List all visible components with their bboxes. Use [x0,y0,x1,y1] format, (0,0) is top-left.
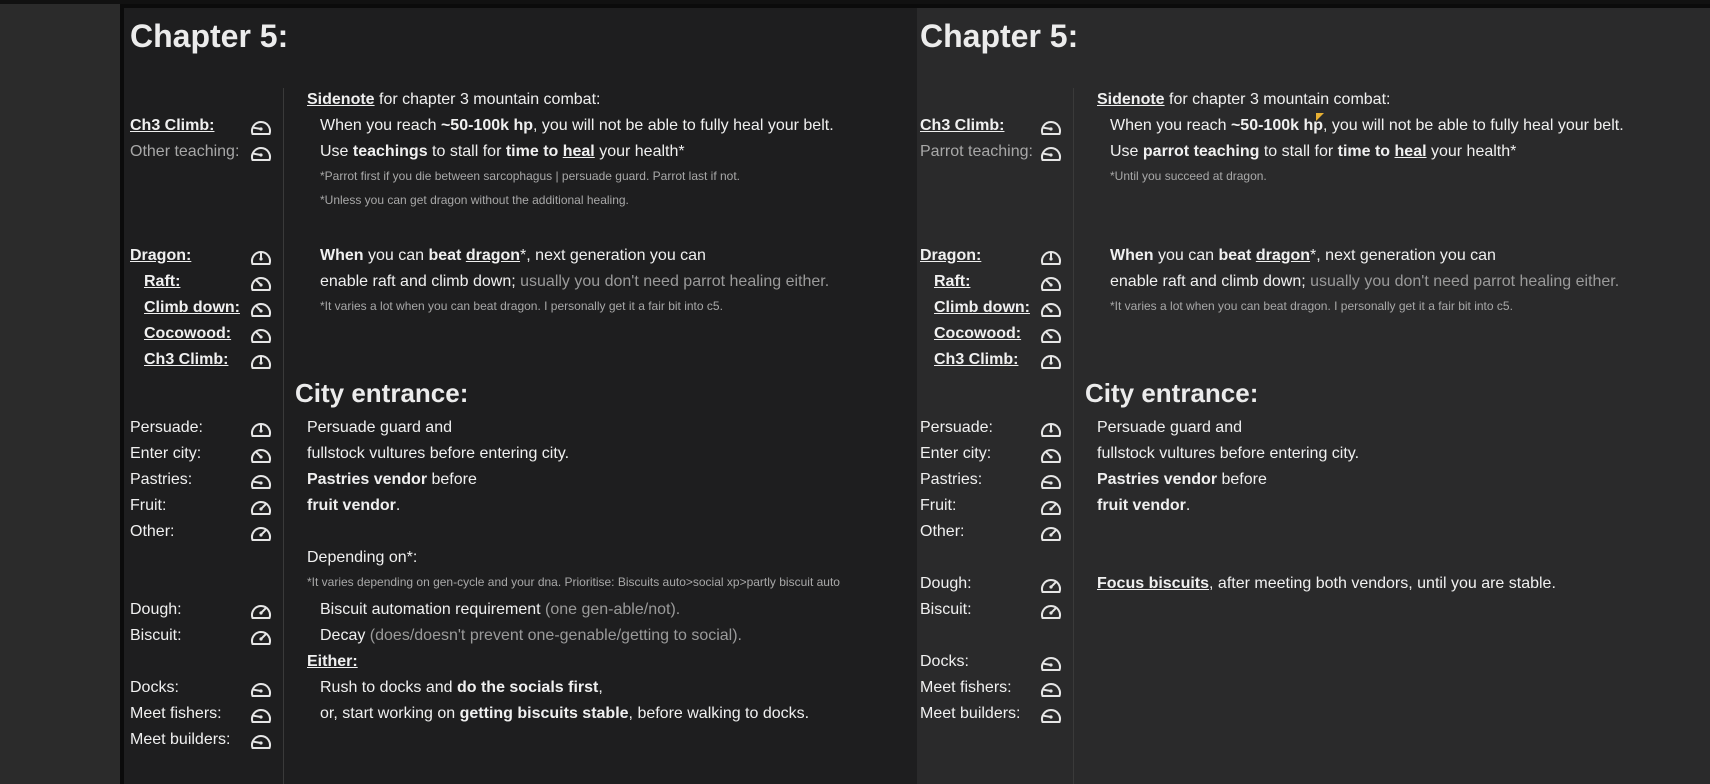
note-unless: *Unless you can get dragon without the additional healing. [320,193,629,207]
dragon-line: When you can beat dragon*, next generation you can [1110,247,1496,264]
fruit-text: fruit vendor. [307,497,401,514]
speed-gauge-icon [1040,144,1062,164]
persuade-text: Persuade guard and [1097,419,1242,436]
label-persuade: Persuade: [130,419,203,436]
pastries-text: Pastries vendor before [307,471,477,488]
speed-gauge-icon [1040,300,1062,320]
section-city-entrance: City entrance: [295,378,469,408]
section-city-entrance: City entrance: [1085,378,1259,408]
speed-gauge-icon [1040,654,1062,674]
label-docks: Docks: [920,653,969,670]
label-ch3-climb-2[interactable]: Ch3 Climb: [934,351,1019,368]
label-enter-city: Enter city: [920,445,992,462]
speed-gauge-icon [250,248,272,268]
speed-gauge-icon [250,524,272,544]
speed-gauge-icon [250,352,272,372]
fullstock-text: fullstock vultures before entering city. [1097,445,1360,462]
note-until: *Until you succeed at dragon. [1110,169,1267,183]
label-cocowood[interactable]: Cocowood: [144,325,232,342]
label-biscuit: Biscuit: [130,627,182,644]
reach-hp-line: When you reach ~50-100k hp, you will not be able to fully heal your belt. [320,117,834,134]
focus-biscuits-line: Focus biscuits, after meeting both vendors, until you are stable. [1097,575,1556,592]
sidenote-line: Sidenote for chapter 3 mountain combat: [307,91,601,108]
depending-on: Depending on*: [307,549,418,566]
column-divider [1073,88,1074,784]
speed-gauge-icon [250,680,272,700]
label-meet-builders: Meet builders: [920,705,1021,722]
speed-gauge-icon [1040,524,1062,544]
enable-raft-line: enable raft and climb down; usually you don't need parrot healing either. [1110,273,1620,290]
speed-gauge-icon [250,118,272,138]
speed-gauge-icon [250,300,272,320]
chapter-title: Chapter 5: [920,18,1079,54]
note-varies: *It varies a lot when you can beat dragon. I personally get it a fair bit into c5. [320,299,723,313]
label-raft[interactable]: Raft: [144,273,181,290]
enable-raft-line: enable raft and climb down; usually you don't need parrot healing either. [320,273,830,290]
speed-gauge-icon [1040,602,1062,622]
speed-gauge-icon [250,326,272,346]
use-teachings-line: Use teachings to stall for time to heal your health* [320,143,685,160]
label-parrot-teaching: Parrot teaching: [920,143,1033,160]
label-enter-city: Enter city: [130,445,202,462]
speed-gauge-icon [250,628,272,648]
decay-line: Decay (does/doesn't prevent one-genable/getting to social). [320,627,742,644]
label-fruit: Fruit: [130,497,167,514]
label-dragon[interactable]: Dragon: [920,247,982,264]
speed-gauge-icon [250,498,272,518]
speed-gauge-icon [1040,680,1062,700]
document-page-right[interactable] [917,4,1710,784]
or-start-line: or, start working on getting biscuits stable, before walking to docks. [320,705,810,722]
fruit-text: fruit vendor. [1097,497,1191,514]
fullstock-text: fullstock vultures before entering city. [307,445,570,462]
speed-gauge-icon [250,472,272,492]
label-dough: Dough: [130,601,182,618]
label-ch3-climb[interactable]: Ch3 Climb: [920,117,1005,134]
speed-gauge-icon [250,706,272,726]
label-meet-builders: Meet builders: [130,731,231,748]
chapter-title: Chapter 5: [130,18,289,54]
rush-line: Rush to docks and do the socials first, [320,679,603,696]
pastries-text: Pastries vendor before [1097,471,1267,488]
speed-gauge-icon [1040,274,1062,294]
column-divider [283,88,284,784]
label-other: Other: [130,523,175,540]
speed-gauge-icon [1040,576,1062,596]
label-pastries: Pastries: [130,471,193,488]
label-meet-fishers: Meet fishers: [920,679,1012,696]
label-cocowood[interactable]: Cocowood: [934,325,1022,342]
speed-gauge-icon [250,446,272,466]
note-parrot: *Parrot first if you die between sarcophagus | persuade guard. Parrot last if not. [320,169,741,183]
speed-gauge-icon [1040,352,1062,372]
label-fruit: Fruit: [920,497,957,514]
label-pastries: Pastries: [920,471,983,488]
speed-gauge-icon [1040,118,1062,138]
label-raft[interactable]: Raft: [934,273,971,290]
note-depending: *It varies depending on gen-cycle and your dna. Prioritise: Biscuits auto>social xp>partly biscuit auto [307,575,840,589]
speed-gauge-icon [1040,326,1062,346]
label-meet-fishers: Meet fishers: [130,705,222,722]
speed-gauge-icon [1040,472,1062,492]
reach-hp-line: When you reach ~50-100k hp, you will not be able to fully heal your belt. [1110,117,1624,134]
speed-gauge-icon [250,420,272,440]
speed-gauge-icon [250,144,272,164]
sidenote-line: Sidenote for chapter 3 mountain combat: [1097,91,1391,108]
label-climb-down[interactable]: Climb down: [934,299,1030,316]
speed-gauge-icon [1040,446,1062,466]
label-ch3-climb-2[interactable]: Ch3 Climb: [144,351,229,368]
either-heading: Either: [307,653,358,670]
biscuit-requirement: Biscuit automation requirement (one gen-able/not). [320,601,681,618]
dragon-line: When you can beat dragon*, next generation you can [320,247,706,264]
label-climb-down[interactable]: Climb down: [144,299,240,316]
label-dragon[interactable]: Dragon: [130,247,192,264]
label-ch3-climb[interactable]: Ch3 Climb: [130,117,215,134]
document-page-left[interactable] [120,4,921,784]
use-teachings-line: Use parrot teaching to stall for time to heal your health* [1110,143,1517,160]
speed-gauge-icon [250,274,272,294]
label-dough: Dough: [920,575,972,592]
persuade-text: Persuade guard and [307,419,452,436]
note-varies: *It varies a lot when you can beat dragon. I personally get it a fair bit into c5. [1110,299,1513,313]
label-docks: Docks: [130,679,179,696]
comment-marker[interactable] [1316,113,1324,121]
speed-gauge-icon [1040,706,1062,726]
speed-gauge-icon [250,732,272,752]
speed-gauge-icon [250,602,272,622]
label-persuade: Persuade: [920,419,993,436]
label-other: Other: [920,523,965,540]
speed-gauge-icon [1040,420,1062,440]
speed-gauge-icon [1040,248,1062,268]
label-other-teaching: Other teaching: [130,143,240,160]
speed-gauge-icon [1040,498,1062,518]
label-biscuit: Biscuit: [920,601,972,618]
